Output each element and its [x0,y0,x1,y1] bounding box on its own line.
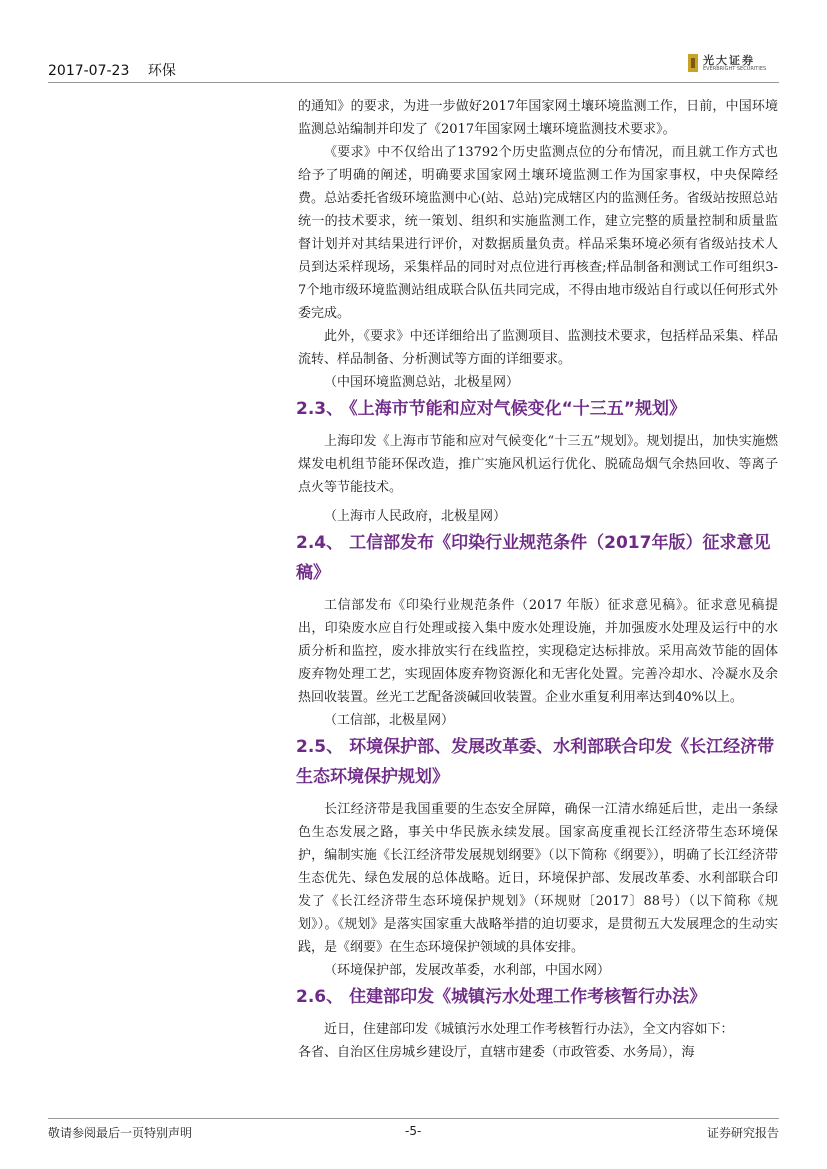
section-title: 环境保护部、发展改革委、水利部联合印发《长江经济带生态环境保护规划》 [296,737,775,787]
intro-paragraph-1: 的通知》的要求，为进一步做好2017年国家网土壤环境监测工作，日前，中国环境监测总站编制并印发了《2017年国家网土壤环境监测技术要求》。 [298,99,778,137]
report-sector: 环保 [147,63,176,79]
intro-source: （中国环境监测总站，北极星网） [324,375,520,390]
logo-name-en: EVERBRIGHT SECURITIES [703,66,767,72]
page-number: -5- [405,1124,422,1138]
section-2-5-heading [296,732,778,792]
section-title: 《上海市节能和应对气候变化“十三五”规划》 [349,399,686,419]
section-2-5-source: （环境保护部，发展改革委，水利部，中国水网） [324,963,611,978]
report-header [48,60,176,80]
report-type: 证券研究报告 [706,1126,779,1140]
section-2-6-paragraph-2: 各省、自治区住房城乡建设厅，直辖市建委（市政管委、水务局），海 [298,1045,695,1060]
section-number: 2.4、 [296,533,344,553]
section-2-4-heading [296,528,778,588]
main-content [298,95,778,1064]
header-divider [48,82,779,83]
section-2-6-paragraph-1: 近日，住建部印发《城镇污水处理工作考核暂行办法》，全文内容如下： [324,1022,734,1037]
section-2-5-paragraph: 长江经济带是我国重要的生态安全屏障，确保一江清水绵延后世，走出一条绿色生态发展之路，事关中华民族永续发展。国家高度重视长江经济带生态环境保护，编制实施《长江经济带发展规划纲要》（以下简称《纲要》），明确了长江经济带生态优先、绿色发展的总体战略。近日，环境保护部、发展改革委、水利部联合印发了《长江经济带生态环境保护规划》（环规财〔2017〕88号）（以下简称《规划》）。《规划》是落实国家重大战略举措的迫切要求，是贯彻五大发展理念的生动实践，是《纲要》在生态环境保护领域的具体安排。 [298,802,778,955]
section-2-4-paragraph: 工信部发布《印染行业规范条件（2017 年版）征求意见稿》。征求意见稿提出，印染废水应自行处理或接入集中废水处理设施，并加强废水处理及运行中的水质分析和监控，废水排放实行在线监控，实现稳定达标排放。采用高效节能的固体废弃物处理工艺，实现固体废弃物资源化和无害化处置。完善冷却水、冷凝水及余热回收装置。丝光工艺配备淡碱回收装置。企业水重复利用率达到40%以上。 [298,598,778,705]
intro-paragraph-3: 此外，《要求》中还详细给出了监测项目、监测技术要求，包括样品采集、样品流转、样品制备、分析测试等方面的详细要求。 [298,329,778,367]
section-2-4-source: （工信部，北极星网） [324,713,455,728]
section-2-6-heading [296,982,778,1012]
logo-name-cn: 光大证券 [703,54,755,67]
section-2-3-heading [296,394,778,424]
section-title: 住建部印发《城镇污水处理工作考核暂行办法》 [349,987,707,1007]
section-number: 2.3、 [296,399,344,419]
section-number: 2.5、 [296,737,344,757]
footer-divider [48,1118,779,1119]
section-number: 2.6、 [296,987,344,1007]
intro-paragraph-2: 《要求》中不仅给出了13792个历史监测点位的分布情况，而且就工作方式也给予了明确的阐述，明确要求国家网土壤环境监测工作为国家事权，中央保障经费。总站委托省级环境监测中心(站、总站)完成辖区内的监测任务。省级站按照总站统一的技术要求，统一策划、组织和实施监测工作，建立完整的质量控制和质量监督计划并对其结果进行评价，对数据质量负责。样品采集环境必须有省级站技术人员到达采样现场，采集样品的同时对点位进行再核查;样品制备和测试工作可组织3-7个地市级环境监测站组成联合队伍共同完成，不得由地市级站自行或以任何形式外委完成。 [298,145,778,321]
section-2-3-source: （上海市人民政府，北极星网） [324,509,507,524]
section-2-3-paragraph: 上海印发《上海市节能和应对气候变化“十三五”规划》。规划提出，加快实施燃煤发电机组节能环保改造，推广实施风机运行优化、脱硫岛烟气余热回收、等离子点火等节能技术。 [298,434,778,495]
section-title: 工信部发布《印染行业规范条件（2017年版）征求意见稿》 [296,533,771,583]
company-logo [688,52,783,76]
disclaimer-note: 敬请参阅最后一页特别声明 [48,1126,193,1140]
report-date: 2017-07-23 [48,63,130,79]
